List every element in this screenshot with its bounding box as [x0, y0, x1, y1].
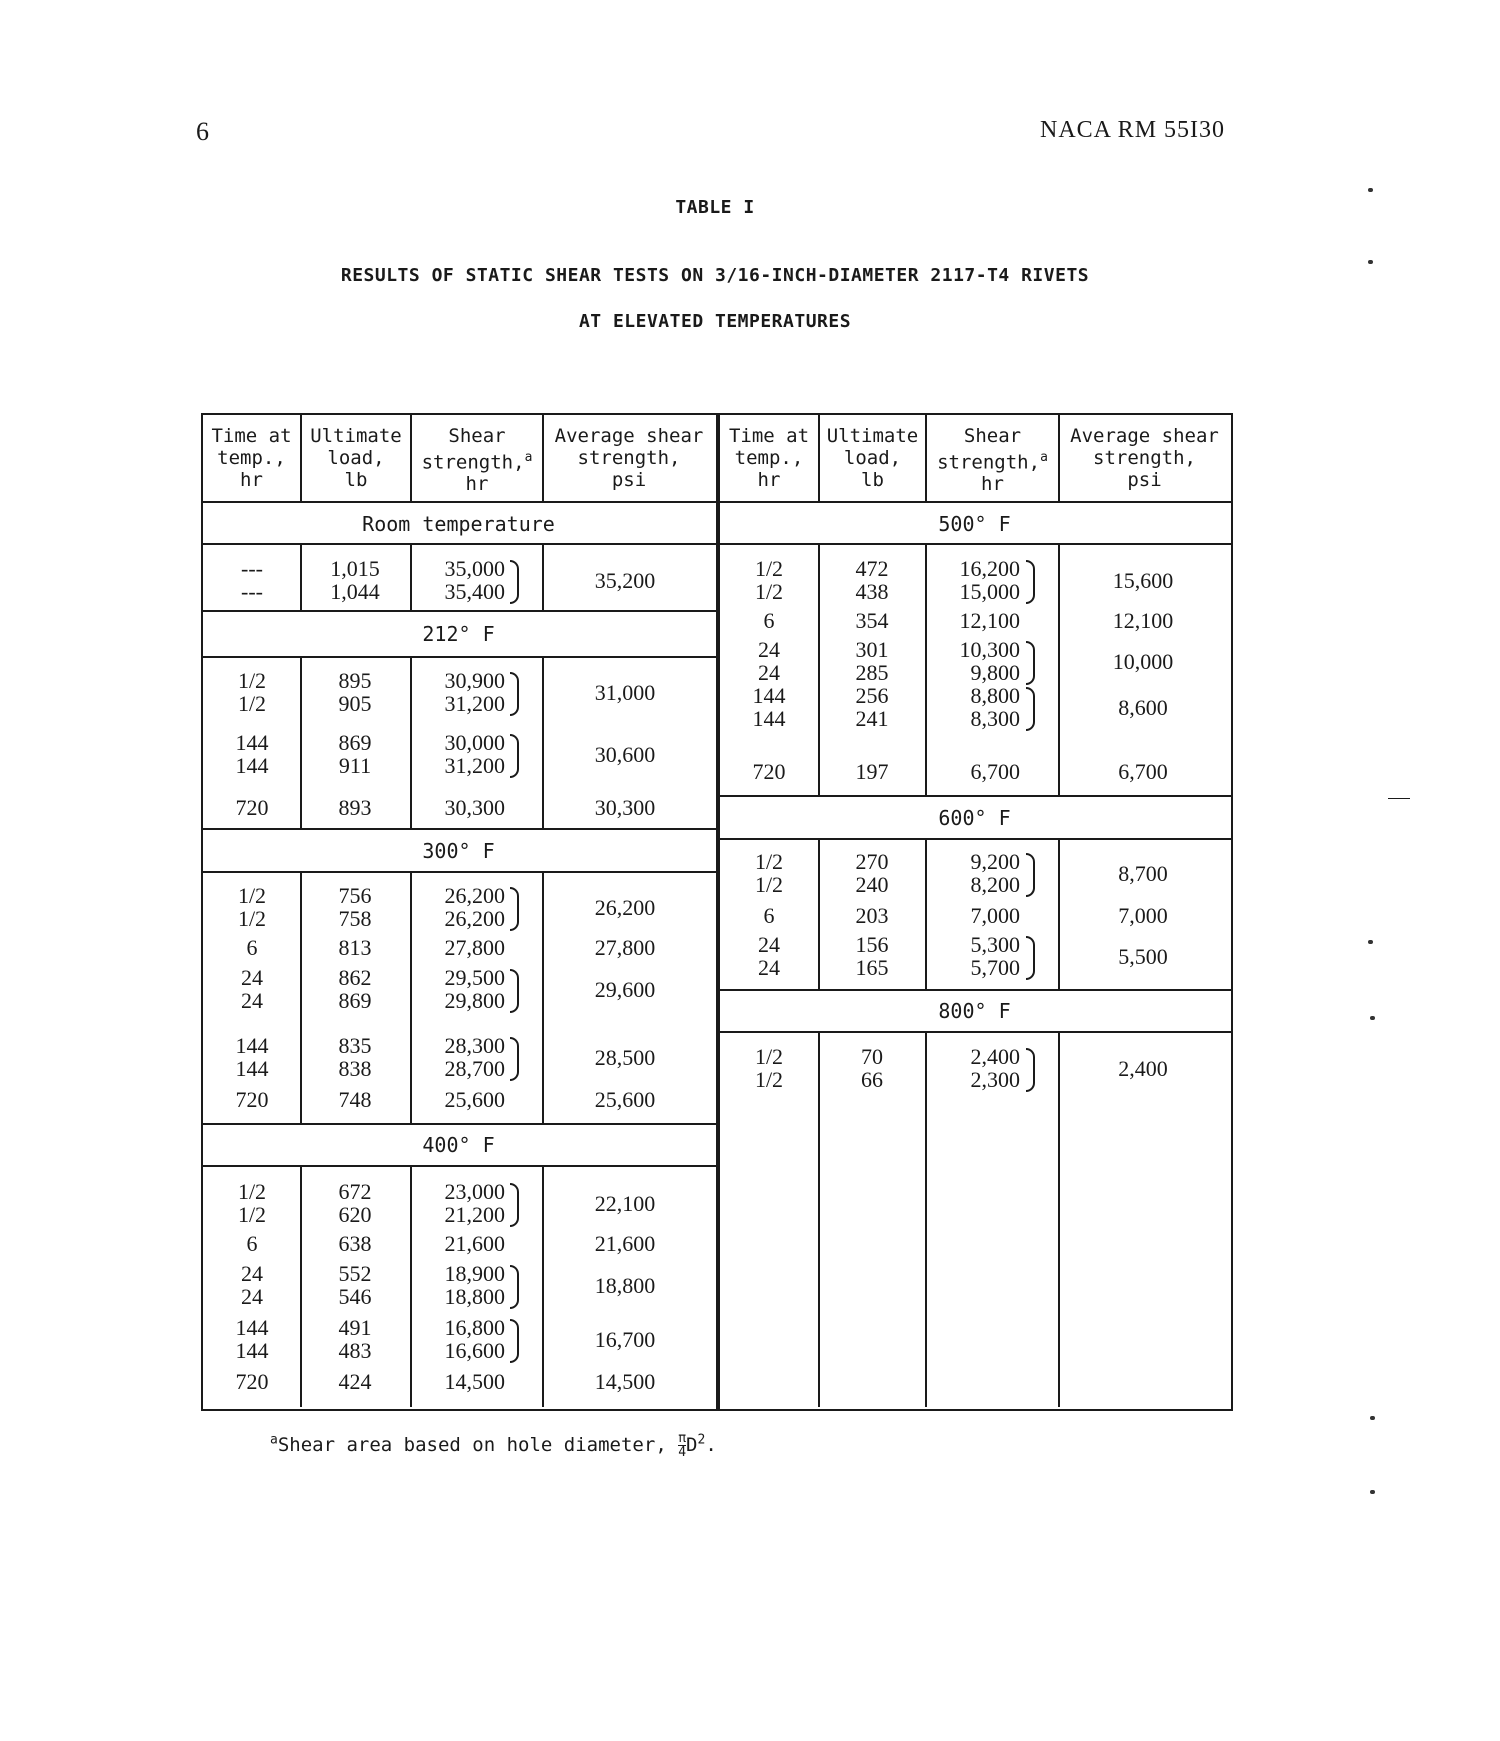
time-cell: 720	[752, 759, 786, 784]
section-212f: 212° F	[422, 622, 495, 646]
load-cell: 672	[338, 1179, 372, 1204]
load-cell: 491	[338, 1315, 372, 1340]
time-cell: 1/2	[237, 883, 267, 908]
left-col-divider-1-c	[300, 658, 302, 830]
header-shear-line2	[927, 447, 1058, 473]
time-cell: 144	[235, 1033, 269, 1058]
average-cell: 35,200	[594, 567, 656, 593]
header-time-line2: temp.,	[217, 447, 286, 469]
load-cell: 620	[338, 1202, 372, 1227]
shear-cell: 29,500	[444, 965, 505, 990]
average-cell: 31,000	[594, 679, 656, 705]
average-cell: 27,800	[594, 935, 656, 960]
right-col-divider-1-d	[818, 1033, 820, 1407]
time-cell: 144	[235, 1315, 269, 1340]
average-cell: 30,600	[594, 741, 656, 767]
scan-dash	[1388, 798, 1410, 799]
pair-brace	[1026, 936, 1035, 980]
time-cell: 24	[758, 955, 780, 980]
scan-speck	[1368, 188, 1373, 192]
pair-brace	[510, 1319, 519, 1363]
header-shear-line1: Shear	[963, 425, 1022, 447]
header-shear-text: strength,	[937, 451, 1041, 474]
section-500f: 500° F	[938, 512, 1011, 536]
load-cell: 241	[855, 706, 889, 731]
right-rule	[718, 795, 1231, 797]
shear-cell: 2,300	[970, 1067, 1020, 1092]
average-cell: 6,700	[1118, 759, 1168, 784]
header-shear-left	[412, 425, 542, 495]
header-avg-right	[1060, 425, 1229, 491]
shear-cell: 10,300	[959, 637, 1020, 662]
pair-brace	[1026, 853, 1035, 897]
load-cell: 354	[855, 608, 889, 633]
header-load-line1: Ultimate	[310, 425, 402, 447]
load-cell: 862	[338, 965, 372, 990]
header-avg-line3: psi	[1127, 469, 1162, 491]
time-cell: 144	[235, 1338, 269, 1363]
shear-cell: 18,800	[444, 1284, 505, 1309]
time-cell: 144	[235, 1056, 269, 1081]
time-cell: 1/2	[754, 579, 784, 604]
time-cell: 144	[752, 706, 786, 731]
load-cell: 424	[338, 1369, 372, 1394]
section-room-temperature: Room temperature	[362, 512, 555, 536]
shear-cell: 12,100	[959, 608, 1020, 633]
header-avg-line1: Average shear	[554, 425, 704, 447]
time-cell: 1/2	[237, 1179, 267, 1204]
header-load-right	[820, 425, 925, 491]
time-cell: 1/2	[237, 1202, 267, 1227]
time-cell: 24	[758, 637, 780, 662]
load-cell: 483	[338, 1338, 372, 1363]
header-time-line3: hr	[757, 469, 781, 491]
section-800f: 800° F	[938, 999, 1011, 1023]
right-rule	[718, 501, 1231, 503]
left-rule	[201, 1123, 716, 1125]
pair-brace	[510, 1265, 519, 1309]
load-cell: 270	[855, 849, 889, 874]
time-cell: 720	[235, 1369, 269, 1394]
pair-brace	[510, 734, 519, 778]
average-cell: 10,000	[1112, 648, 1174, 674]
time-cell: 24	[758, 660, 780, 685]
shear-cell: 27,800	[444, 935, 505, 960]
time-cell: 24	[241, 1284, 263, 1309]
shear-cell: 29,800	[444, 988, 505, 1013]
scan-speck	[1370, 1016, 1375, 1020]
left-rule	[201, 871, 716, 873]
time-cell: 720	[235, 1087, 269, 1112]
load-cell: 869	[338, 730, 372, 755]
time-cell: ---	[241, 579, 263, 604]
load-cell: 438	[855, 579, 889, 604]
left-col-divider-3-e	[542, 1167, 544, 1407]
left-col-divider-1-e	[300, 1167, 302, 1407]
shear-cell: 16,800	[444, 1315, 505, 1340]
pair-brace	[510, 560, 519, 604]
load-cell: 813	[338, 935, 372, 960]
shear-cell: 5,700	[970, 955, 1020, 980]
shear-cell: 21,600	[444, 1231, 505, 1256]
header-time-line2: temp.,	[734, 447, 804, 469]
load-cell: 285	[855, 660, 889, 685]
shear-cell: 31,200	[444, 691, 505, 716]
table-label: TABLE I	[675, 197, 755, 218]
shear-cell: 23,000	[444, 1179, 505, 1204]
shear-cell: 26,200	[444, 883, 505, 908]
header-load-left	[302, 425, 410, 491]
header-avg-left	[544, 425, 714, 491]
time-cell: 1/2	[237, 691, 267, 716]
left-col-divider-3-b	[542, 545, 544, 611]
time-cell: 24	[241, 988, 263, 1013]
load-cell: 240	[855, 872, 889, 897]
load-cell: 156	[855, 932, 889, 957]
load-cell: 905	[338, 691, 372, 716]
time-cell: 1/2	[237, 906, 267, 931]
shear-cell: 21,200	[444, 1202, 505, 1227]
shear-cell: 6,700	[970, 759, 1020, 784]
right-col-divider-1-b	[818, 545, 820, 795]
left-rule	[201, 610, 716, 612]
load-cell: 869	[338, 988, 372, 1013]
load-cell: 472	[855, 556, 889, 581]
time-cell: 24	[241, 965, 263, 990]
average-cell: 5,500	[1118, 943, 1168, 969]
load-cell: 165	[855, 955, 889, 980]
load-cell: 911	[338, 753, 372, 778]
load-cell: 1,015	[330, 556, 380, 581]
average-cell: 15,600	[1112, 567, 1174, 593]
load-cell: 552	[338, 1261, 372, 1286]
average-cell: 7,000	[1118, 903, 1168, 928]
header-load-line3: lb	[344, 469, 368, 491]
shear-cell: 14,500	[444, 1369, 505, 1394]
header-time-right	[720, 425, 818, 491]
pair-brace	[510, 969, 519, 1013]
table-title-line2: AT ELEVATED TEMPERATURES	[578, 311, 852, 332]
shear-cell: 8,200	[970, 872, 1020, 897]
time-cell: 24	[241, 1261, 263, 1286]
average-cell: 18,800	[594, 1272, 656, 1298]
shear-cell: 8,800	[970, 683, 1020, 708]
shear-cell: 35,000	[444, 556, 505, 581]
shear-cell: 7,000	[970, 903, 1020, 928]
scan-speck	[1368, 940, 1373, 944]
header-shear-text: strength,	[421, 451, 525, 474]
left-rule	[201, 828, 716, 830]
pair-brace	[510, 1183, 519, 1227]
pair-brace	[510, 1037, 519, 1081]
load-cell: 546	[338, 1284, 372, 1309]
shear-cell: 30,300	[444, 795, 505, 820]
shear-cell: 5,300	[970, 932, 1020, 957]
left-col-divider-3-c	[542, 658, 544, 830]
table-title-line1: RESULTS OF STATIC SHEAR TESTS ON 3/16-INCH-DIAMETER 2117-T4 RIVETS	[340, 265, 1090, 286]
left-col-divider-3-d	[542, 873, 544, 1125]
time-cell: 1/2	[754, 556, 784, 581]
time-cell: 6	[763, 608, 775, 633]
header-shear-line2	[412, 447, 542, 473]
right-col-divider-3-d	[1058, 1033, 1060, 1407]
load-cell: 1,044	[330, 579, 380, 604]
load-cell: 256	[855, 683, 889, 708]
scan-speck	[1368, 260, 1373, 264]
section-600f: 600° F	[938, 806, 1011, 830]
shear-cell: 16,200	[959, 556, 1020, 581]
load-cell: 758	[338, 906, 372, 931]
time-cell: 1/2	[754, 849, 784, 874]
right-rule	[718, 543, 1231, 545]
header-time-left	[203, 425, 300, 491]
footnote-fraction	[678, 1432, 686, 1459]
footnote-variable: D	[686, 1434, 698, 1456]
average-cell: 16,700	[594, 1326, 656, 1352]
load-cell: 748	[338, 1087, 372, 1112]
time-cell: 6	[246, 1231, 258, 1256]
time-cell: 144	[235, 753, 269, 778]
shear-cell: 18,900	[444, 1261, 505, 1286]
scan-speck	[1370, 1416, 1375, 1420]
shear-cell: 28,700	[444, 1056, 505, 1081]
time-cell: 1/2	[754, 1067, 784, 1092]
left-col-divider-1-b	[300, 545, 302, 611]
time-cell: 720	[235, 795, 269, 820]
average-cell: 22,100	[594, 1190, 656, 1216]
time-cell: 24	[758, 932, 780, 957]
footnote	[270, 1432, 717, 1459]
header-time-line1: Time at	[211, 425, 292, 447]
right-rule	[718, 1031, 1231, 1033]
pair-brace	[1026, 1048, 1035, 1092]
footnote-marker: a	[270, 1432, 278, 1448]
fraction-numerator: π	[678, 1431, 687, 1446]
load-cell: 66	[861, 1067, 883, 1092]
shear-cell: 30,900	[444, 668, 505, 693]
header-shear-right	[927, 425, 1058, 495]
shear-cell: 15,000	[959, 579, 1020, 604]
average-cell: 29,600	[594, 976, 656, 1002]
header-shear-line3: hr	[981, 473, 1004, 496]
load-cell: 893	[338, 795, 372, 820]
header-time-line1: Time at	[728, 425, 810, 447]
header-avg-line2: strength,	[577, 447, 681, 469]
header-time-line3: hr	[240, 469, 263, 491]
average-cell: 21,600	[594, 1231, 656, 1256]
shear-cell: 9,800	[970, 660, 1020, 685]
left-rule	[201, 1165, 716, 1167]
load-cell: 301	[855, 637, 889, 662]
time-cell: 6	[763, 903, 775, 928]
shear-cell: 2,400	[970, 1044, 1020, 1069]
report-id: NACA RM 55I30	[1040, 117, 1226, 143]
pair-brace	[1026, 641, 1035, 685]
header-load-line1: Ultimate	[826, 425, 919, 447]
right-col-divider-3-b	[1058, 545, 1060, 795]
load-cell: 638	[338, 1231, 372, 1256]
header-load-line2: load,	[843, 447, 902, 469]
average-cell: 28,500	[594, 1044, 656, 1070]
shear-cell: 30,000	[444, 730, 505, 755]
fraction-denominator: 4	[678, 1445, 687, 1460]
right-rule	[718, 989, 1231, 991]
shear-cell: 9,200	[970, 849, 1020, 874]
average-cell: 8,700	[1118, 860, 1168, 886]
left-rule	[201, 656, 716, 658]
time-cell: ---	[241, 556, 263, 581]
shear-cell: 28,300	[444, 1033, 505, 1058]
load-cell: 838	[338, 1056, 372, 1081]
scan-speck	[1370, 1490, 1375, 1494]
left-rule	[201, 543, 716, 545]
shear-cell: 16,600	[444, 1338, 505, 1363]
pair-brace	[510, 672, 519, 716]
time-cell: 6	[246, 935, 258, 960]
time-cell: 1/2	[754, 1044, 784, 1069]
section-300f: 300° F	[422, 839, 495, 863]
header-load-line2: load,	[327, 447, 385, 469]
section-400f: 400° F	[422, 1133, 495, 1157]
header-shear-line1: Shear	[448, 425, 506, 447]
load-cell: 835	[338, 1033, 372, 1058]
average-cell: 26,200	[594, 894, 656, 920]
average-cell: 2,400	[1118, 1055, 1168, 1081]
average-cell: 25,600	[594, 1087, 656, 1112]
average-cell: 8,600	[1118, 694, 1168, 720]
header-shear-sup: a	[524, 450, 533, 465]
pair-brace	[1026, 687, 1035, 731]
right-rule	[718, 838, 1231, 840]
pair-brace	[1026, 560, 1035, 604]
average-cell: 12,100	[1112, 608, 1174, 633]
header-shear-line3: hr	[465, 473, 489, 496]
page-number: 6	[196, 117, 209, 146]
header-shear-sup: a	[1040, 450, 1048, 465]
shear-cell: 26,200	[444, 906, 505, 931]
header-avg-line1: Average shear	[1070, 425, 1219, 447]
time-cell: 144	[235, 730, 269, 755]
average-cell: 30,300	[594, 795, 656, 820]
footnote-text: Shear area based on hole diameter,	[277, 1434, 667, 1456]
footnote-period: .	[705, 1434, 717, 1456]
shear-cell: 8,300	[970, 706, 1020, 731]
shear-cell: 25,600	[444, 1087, 505, 1112]
right-col-divider-3-c	[1058, 840, 1060, 990]
load-cell: 203	[855, 903, 889, 928]
pair-brace	[510, 887, 519, 931]
header-avg-line2: strength,	[1093, 447, 1196, 469]
time-cell: 144	[752, 683, 786, 708]
header-load-line3: lb	[861, 469, 884, 491]
load-cell: 70	[861, 1044, 883, 1069]
load-cell: 895	[338, 668, 372, 693]
shear-cell: 35,400	[444, 579, 505, 604]
header-avg-line3: psi	[611, 469, 647, 491]
average-cell: 14,500	[594, 1369, 656, 1394]
time-cell: 1/2	[754, 872, 784, 897]
load-cell: 756	[338, 883, 372, 908]
left-rule	[201, 501, 716, 503]
shear-cell: 31,200	[444, 753, 505, 778]
left-col-divider-1-d	[300, 873, 302, 1125]
right-col-divider-1-c	[818, 840, 820, 990]
time-cell: 1/2	[237, 668, 267, 693]
footnote-exponent: 2	[697, 1432, 706, 1448]
load-cell: 197	[855, 759, 889, 784]
